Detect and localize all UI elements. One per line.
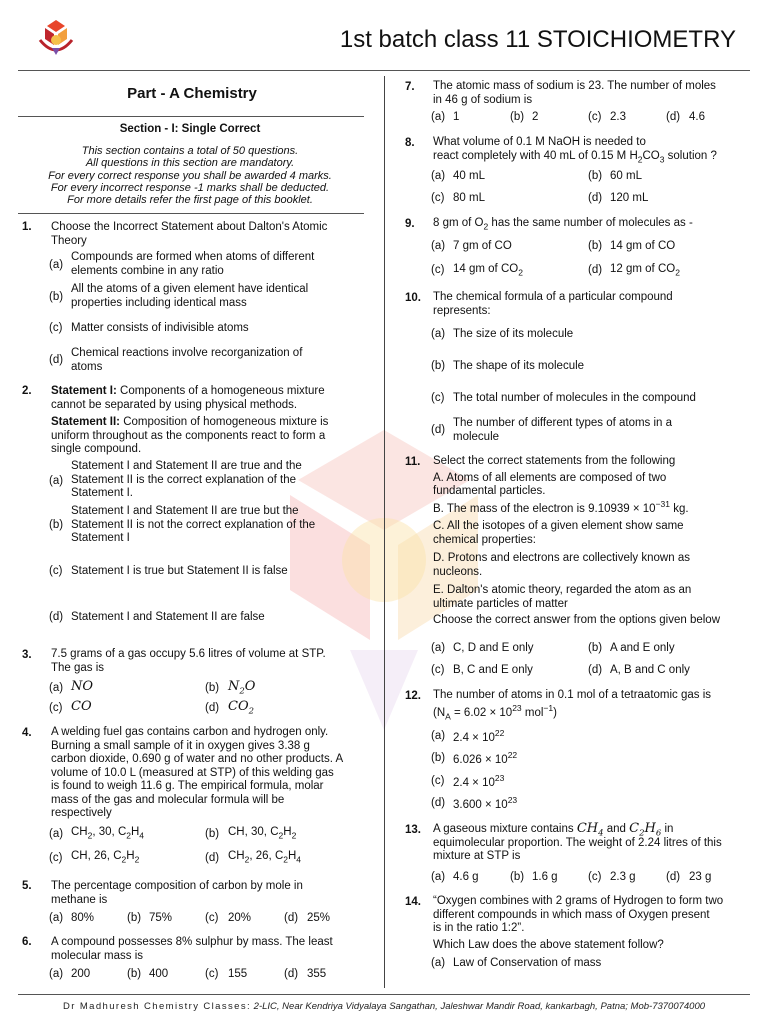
- option-d[interactable]: 23 g: [689, 871, 712, 883]
- question-number: 12.: [405, 690, 421, 702]
- option-label: (c): [431, 392, 445, 404]
- question-number: 11.: [405, 456, 421, 468]
- question-number: 9.: [405, 218, 415, 230]
- option-label: (b): [49, 519, 64, 531]
- option-b[interactable]: $6.026 \times 10^{22}$: [453, 750, 518, 766]
- statement-1: Statement I: Components of a homogeneous mixture cannot be separated by using physical methods.: [51, 385, 325, 411]
- option-c[interactable]: $2.4 \times 10^{23}$: [453, 773, 505, 789]
- option-label: (a): [431, 730, 446, 742]
- option-c[interactable]: The total number of molecules in the compound: [453, 392, 696, 404]
- option-label: (a): [431, 871, 446, 883]
- option-label: (a): [49, 259, 64, 271]
- institute-name: Dr Madhuresh Chemistry Classes:: [62, 1001, 252, 1012]
- option-label: (d): [666, 871, 681, 883]
- option-a[interactable]: 1: [453, 111, 460, 123]
- option-label: (c): [205, 968, 219, 980]
- option-label: (d): [588, 264, 603, 276]
- option-a[interactable]: 4.6 g: [453, 871, 479, 883]
- option-label: (a): [49, 682, 64, 694]
- option-d[interactable]: Statement I and Statement II are false: [71, 611, 265, 623]
- option-d[interactable]: 355: [307, 968, 327, 980]
- option-d[interactable]: $3.600 \times 10^{23}$: [453, 795, 518, 811]
- option-c[interactable]: Statement I is true but Statement II is false: [71, 565, 288, 577]
- question-stem: A compound possesses 8% sulphur by mass. The least molecular mass is: [51, 936, 333, 962]
- option-label: (b): [588, 240, 603, 252]
- option-label: (c): [49, 565, 63, 577]
- option-label: (a): [431, 328, 446, 340]
- option-label: (a): [431, 957, 446, 969]
- option-label: (d): [666, 111, 681, 123]
- question-number: 7.: [405, 81, 415, 93]
- option-label: (a): [49, 968, 64, 980]
- section-title: Section - I: Single Correct: [119, 123, 261, 135]
- section-instructions: This section contains a total of 50 questions. All questions in this section are mandatory. For every correct response you shall be awarded 4 marks. For every incorrect response -1 marks shall be deducted. For more details refer the first page of this booklet.: [48, 145, 332, 207]
- option-a[interactable]: Law of Conservation of mass: [453, 957, 602, 969]
- option-label: (b): [205, 828, 220, 840]
- question-stem: Select the correct statements from the following A. Atoms of all elements are composed of two fundamental particles. B. The mass of the electron is $9.10939 \times 10^{-31}$ kg. C. All the isotopes of a given element show same chemical properties: D. Protons and electrons are collectively known as nucleons. E. Dalton's atomic theory, regarded the atom as an ultimate particles of matter Choose the correct answer from the options given below: [433, 455, 721, 626]
- option-c[interactable]: CH, 26, $C_2H_2$: [71, 850, 140, 865]
- question-number: 13.: [405, 824, 421, 836]
- option-label: (d): [588, 664, 603, 676]
- option-label: (a): [431, 240, 446, 252]
- option-label: (d): [431, 797, 446, 809]
- option-b[interactable]: The shape of its molecule: [453, 360, 585, 372]
- option-b[interactable]: All the atoms of a given element have identical properties including identical mass: [71, 283, 309, 309]
- option-b[interactable]: 60 mL: [610, 170, 642, 182]
- option-label: (c): [431, 664, 445, 676]
- option-a[interactable]: 200: [71, 968, 91, 980]
- option-label: (d): [205, 852, 220, 864]
- option-label: (c): [49, 702, 63, 714]
- option-d[interactable]: 12 gm of $CO_2$: [610, 263, 680, 278]
- option-label: (b): [431, 752, 446, 764]
- question-number: 8.: [405, 137, 415, 149]
- question-stem: The atomic mass of sodium is 23. The number of moles in 46 g of sodium is: [433, 80, 716, 106]
- option-a[interactable]: 7 gm of CO: [453, 240, 512, 252]
- option-label: (c): [431, 192, 445, 204]
- option-c[interactable]: B, C and E only: [453, 664, 533, 676]
- option-label: (c): [431, 264, 445, 276]
- option-label: (c): [588, 111, 602, 123]
- option-b[interactable]: A and E only: [610, 642, 675, 654]
- option-c[interactable]: 80 mL: [453, 192, 485, 204]
- option-a[interactable]: C, D and E only: [453, 642, 534, 654]
- question-stem: The chemical formula of a particular compound represents:: [433, 291, 673, 317]
- document-title: 1st batch class 11 STOICHIOMETRY: [339, 26, 736, 53]
- option-c[interactable]: 20%: [228, 912, 252, 924]
- option-label: (d): [49, 611, 64, 623]
- option-label: (d): [588, 192, 603, 204]
- option-c[interactable]: Matter consists of indivisible atoms: [71, 322, 249, 334]
- option-label: (d): [205, 702, 220, 714]
- option-label: (c): [588, 871, 602, 883]
- statement-2: Statement II: Composition of homogeneous mixture is uniform throughout as the components react to form a single compound.: [51, 416, 329, 455]
- option-a[interactable]: Compounds are formed when atoms of different elements combine in any ratio: [71, 251, 315, 277]
- question-number: 14.: [405, 896, 421, 908]
- option-d[interactable]: A, B and C only: [610, 664, 690, 676]
- option-d[interactable]: The number of different types of atoms in a molecule: [453, 417, 673, 443]
- option-label: (a): [49, 475, 64, 487]
- option-label: (b): [588, 642, 603, 654]
- option-b[interactable]: CH, 30, $C_2H_2$: [228, 826, 297, 841]
- option-a[interactable]: 40 mL: [453, 170, 485, 182]
- option-d[interactable]: 4.6: [689, 111, 705, 123]
- option-d[interactable]: Chemical reactions involve recorganization of atoms: [71, 347, 303, 373]
- question-number: 1.: [22, 221, 32, 233]
- question-stem: “Oxygen combines with 2 grams of Hydrogen to form two different compounds in which mass of Oxygen present is in the ratio 1:2”. Which Law does the above statement follow?: [433, 895, 724, 951]
- question-number: 2.: [22, 385, 32, 397]
- question-stem: The number of atoms in 0.1 mol of a tetraatomic gas is ($N_A = 6.02 \times 10^{23}$ mol$^{-1}$): [433, 689, 712, 721]
- option-label: (c): [49, 322, 63, 334]
- option-c[interactable]: CO: [71, 699, 92, 714]
- option-label: (c): [205, 912, 219, 924]
- option-label: (d): [431, 424, 446, 436]
- option-label: (b): [49, 291, 64, 303]
- option-b[interactable]: 75%: [149, 912, 173, 924]
- option-label: (b): [431, 360, 446, 372]
- option-label: (c): [431, 775, 445, 787]
- question-stem: The percentage composition of carbon by mole in methane is: [51, 880, 303, 906]
- option-d[interactable]: 25%: [307, 912, 331, 924]
- footer-contact: [0, 1000, 768, 1014]
- option-d[interactable]: $CH_2$, 26, $C_2H_4$: [228, 850, 302, 865]
- option-label: (b): [510, 871, 525, 883]
- option-a[interactable]: $CH_2$, 30, $C_2H_4$: [71, 826, 145, 841]
- question-stem: 8 gm of $O_2$ has the same number of molecules as -: [433, 217, 693, 232]
- institute-logo: [32, 18, 80, 62]
- option-a[interactable]: The size of its molecule: [453, 328, 574, 340]
- option-b[interactable]: $N_2O$: [228, 679, 256, 697]
- question-stem: Choose the Incorrect Statement about Dalton's Atomic Theory: [51, 221, 328, 247]
- footer-divider: [18, 994, 750, 995]
- option-a[interactable]: 80%: [71, 912, 95, 924]
- option-b[interactable]: Statement I and Statement II are true but the Statement II is not the correct explanation of the Statement I: [71, 505, 316, 544]
- option-d[interactable]: 120 mL: [610, 192, 649, 204]
- option-d[interactable]: $CO_2$: [228, 699, 255, 717]
- question-stem: A gaseous mixture contains $CH_4$ and $C_2H_6$ in equimolecular proportion. The weight of 2.24 litres of this mixture at STP is: [433, 821, 722, 862]
- question-stem: What volume of 0.1 M NaOH is needed to react completely with 40 mL of 0.15 M $H_2CO_3$ solution ?: [433, 136, 717, 164]
- option-c[interactable]: 14 gm of $CO_2$: [453, 263, 523, 278]
- option-label: (a): [49, 912, 64, 924]
- option-label: (b): [205, 682, 220, 694]
- question-number: 10.: [405, 292, 421, 304]
- option-a[interactable]: $2.4 \times 10^{22}$: [453, 728, 505, 744]
- option-label: (a): [431, 642, 446, 654]
- option-label: (d): [284, 968, 299, 980]
- right-column: [0, 78, 768, 988]
- question-number: 6.: [22, 936, 32, 948]
- option-label: (d): [284, 912, 299, 924]
- part-title: Part - A Chemistry: [127, 85, 257, 102]
- header-divider: [18, 70, 750, 71]
- option-label: (a): [431, 111, 446, 123]
- option-a[interactable]: Statement I and Statement II are true and the Statement II is the correct explanation of the Statement I.: [71, 460, 302, 499]
- option-b[interactable]: 2: [532, 111, 539, 123]
- question-stem: 7.5 grams of a gas occupy 5.6 litres of volume at STP. The gas is: [51, 648, 326, 674]
- question-number: 3.: [22, 649, 32, 661]
- question-number: 4.: [22, 727, 32, 739]
- question-number: 5.: [22, 880, 32, 892]
- option-label: (b): [588, 170, 603, 182]
- option-c[interactable]: 155: [228, 968, 248, 980]
- question-stem: A welding fuel gas contains carbon and hydrogen only. Burning a small sample of it in oxygen gives 3.38 g carbon dioxide, 0.690 g of water and no other products. A volume of 10.0 L (measured at STP) of this welding gas is found to weigh 11.6 g. The empirical formula, molar mass of the gas and molecular formula will be respectively: [51, 726, 344, 819]
- option-label: (d): [49, 354, 64, 366]
- option-label: (a): [431, 170, 446, 182]
- option-b[interactable]: 1.6 g: [532, 871, 558, 883]
- option-c[interactable]: 2.3: [610, 111, 626, 123]
- option-b[interactable]: 400: [149, 968, 169, 980]
- option-label: (b): [127, 968, 142, 980]
- option-b[interactable]: 14 gm of CO: [610, 240, 676, 252]
- option-a[interactable]: NO: [71, 679, 94, 694]
- option-label: (b): [510, 111, 525, 123]
- option-label: (b): [127, 912, 142, 924]
- option-label: (c): [49, 852, 63, 864]
- option-label: (a): [49, 828, 64, 840]
- institute-address: 2-LIC, Near Kendriya Vidyalaya Sangathan, Jaleshwar Mandir Road, kankarbagh, Patna; Mob-7370074000: [251, 1001, 706, 1012]
- option-c[interactable]: 2.3 g: [610, 871, 636, 883]
